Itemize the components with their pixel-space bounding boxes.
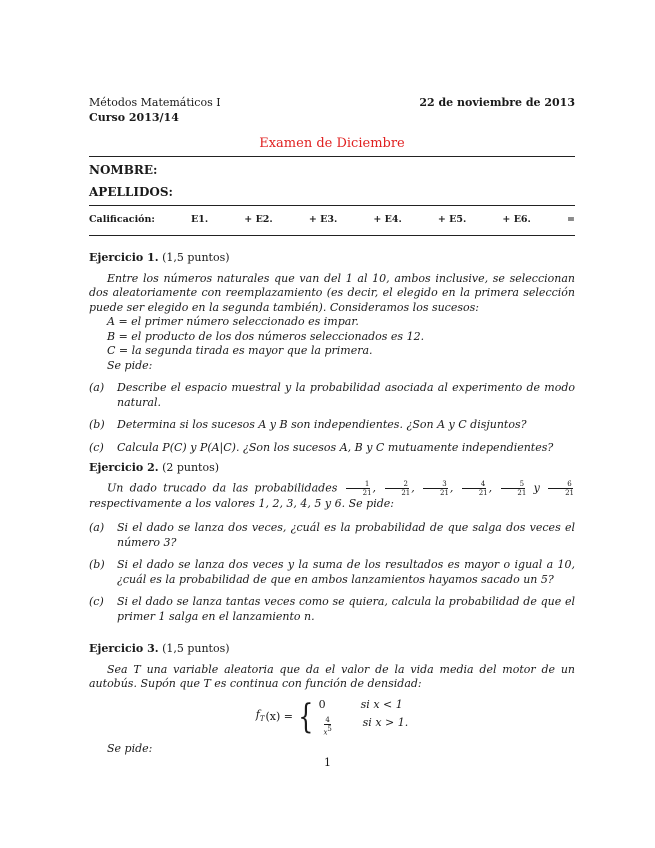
- exam-date: 22 de noviembre de 2013: [419, 96, 575, 109]
- surname-label: APELLIDOS:: [89, 185, 173, 199]
- grade-e5: + E5.: [437, 213, 467, 225]
- event-b: B = el producto de los dos números seleccionados es 12.: [107, 329, 425, 343]
- page-number: 1: [324, 756, 331, 769]
- grade-e2: + E2.: [244, 213, 273, 225]
- fraction-5: $\frac{5}{21}$: [499, 480, 526, 497]
- fraction-3: $\frac{3}{21}$: [422, 480, 449, 497]
- case-1: 0 si x < 1: [318, 697, 403, 711]
- exercise-1-title: Ejercicio 1.: [89, 251, 159, 264]
- exercise-2-intro: Un dado trucado da las probabilidades $\frac{1}{21}$ , $\frac{2}{21}$ , $\frac{3}{21}$ , $\frac{4}{21}$ , $\frac{5}{21}$ y $\frac{6}{21}$ respectivamente a los valores 1, 2, 3, 4, 5 y 6. Se pide:: [89, 479, 574, 510]
- exercise-3-intro: Sea T una variable aleatoria que da el valor de la vida media del motor de un autobús. Supón que T es continua con función de densidad:: [89, 662, 575, 690]
- grade-row: [89, 213, 575, 228]
- exercise-2-item-a: (a) Si el dado se lanza dos veces, ¿cuál es la probabilidad de que salga dos veces el número 3?: [89, 521, 575, 549]
- exercise-1-ask: Se pide:: [107, 358, 153, 372]
- brace-symbol: {: [298, 696, 314, 737]
- header-row: [89, 96, 575, 111]
- event-a: A = el primer número seleccionado es impar.: [107, 315, 359, 328]
- grade-e6: + E6.: [502, 213, 531, 225]
- divider: [89, 156, 575, 157]
- exam-page: [89, 96, 575, 757]
- exercise-3-points: (1,5 puntos): [162, 642, 230, 655]
- fraction-4: $\frac{4}{21}$: [461, 480, 488, 497]
- divider: [89, 235, 575, 236]
- divider: [89, 205, 575, 206]
- exercise-3-ask: Se pide:: [107, 742, 153, 756]
- exercise-2-title: Ejercicio 2.: [89, 461, 159, 474]
- exam-title: Examen de Diciembre: [259, 136, 405, 151]
- course-name: Métodos Matemáticos I: [89, 96, 221, 109]
- grade-e4: + E4.: [373, 213, 402, 225]
- grade-e3: + E3.: [308, 213, 338, 225]
- course-year: Curso 2013/14: [89, 110, 179, 124]
- exercise-2-item-b: (b) Si el dado se lanza dos veces y la suma de los resultados es mayor o igual a 10, ¿cuál es la probabilidad de que en ambos lanzamientos hayamos sacado un 5?: [89, 558, 575, 586]
- exercise-2-item-c: (c) Si el dado se lanza tantas veces como se quiera, calcula la probabilidad de que el primer 1 salga en el lanzamiento n.: [89, 595, 575, 623]
- grade-label: Calificación:: [89, 213, 155, 225]
- exercise-3-heading: [89, 642, 575, 657]
- event-c: C = la segunda tirada es mayor que la primera.: [107, 344, 373, 357]
- exercise-1-item-b: (b) Determina si los sucesos A y B son independientes. ¿Son A y C disjuntos?: [89, 418, 527, 431]
- fraction-1: $\frac{1}{21}$: [345, 480, 372, 497]
- grade-e1: E1.: [191, 213, 209, 225]
- exercise-1-item-c: (c) Calcula P(C) y P(A|C). ¿Son los sucesos A, B y C mutuamente independientes?: [89, 440, 554, 454]
- exercise-1-points: (1,5 puntos): [162, 251, 230, 264]
- exercise-1-intro: Entre los números naturales que van del 1 al 10, ambos inclusive, se seleccionan dos aleatoriamente con reemplazamiento (es decir, el elegido en la primera selección puede ser elegido en la segunda también). Consideramos los sucesos:: [89, 271, 575, 314]
- grade-total: =: [566, 213, 575, 225]
- case-2: $\frac{4}{x^5}$ si x > 1.: [323, 716, 409, 737]
- name-label: NOMBRE:: [89, 162, 158, 177]
- exercise-2-heading: [89, 461, 575, 476]
- density-function: $f_T$ (x) = { 0 si x < 1 $\frac{4}{x^5}$ si x > 1.: [255, 696, 409, 737]
- exercise-3-title: Ejercicio 3.: [89, 642, 159, 655]
- exercise-1-heading: [89, 251, 575, 266]
- fraction-6: $\frac{6}{21}$: [547, 480, 574, 497]
- exercise-1-item-a: (a) Describe el espacio muestral y la probabilidad asociada al experimento de modo natural.: [89, 381, 575, 409]
- fraction-2: $\frac{2}{21}$: [383, 480, 410, 497]
- exercise-2-points: (2 puntos): [162, 461, 220, 474]
- function-cases: [319, 698, 409, 737]
